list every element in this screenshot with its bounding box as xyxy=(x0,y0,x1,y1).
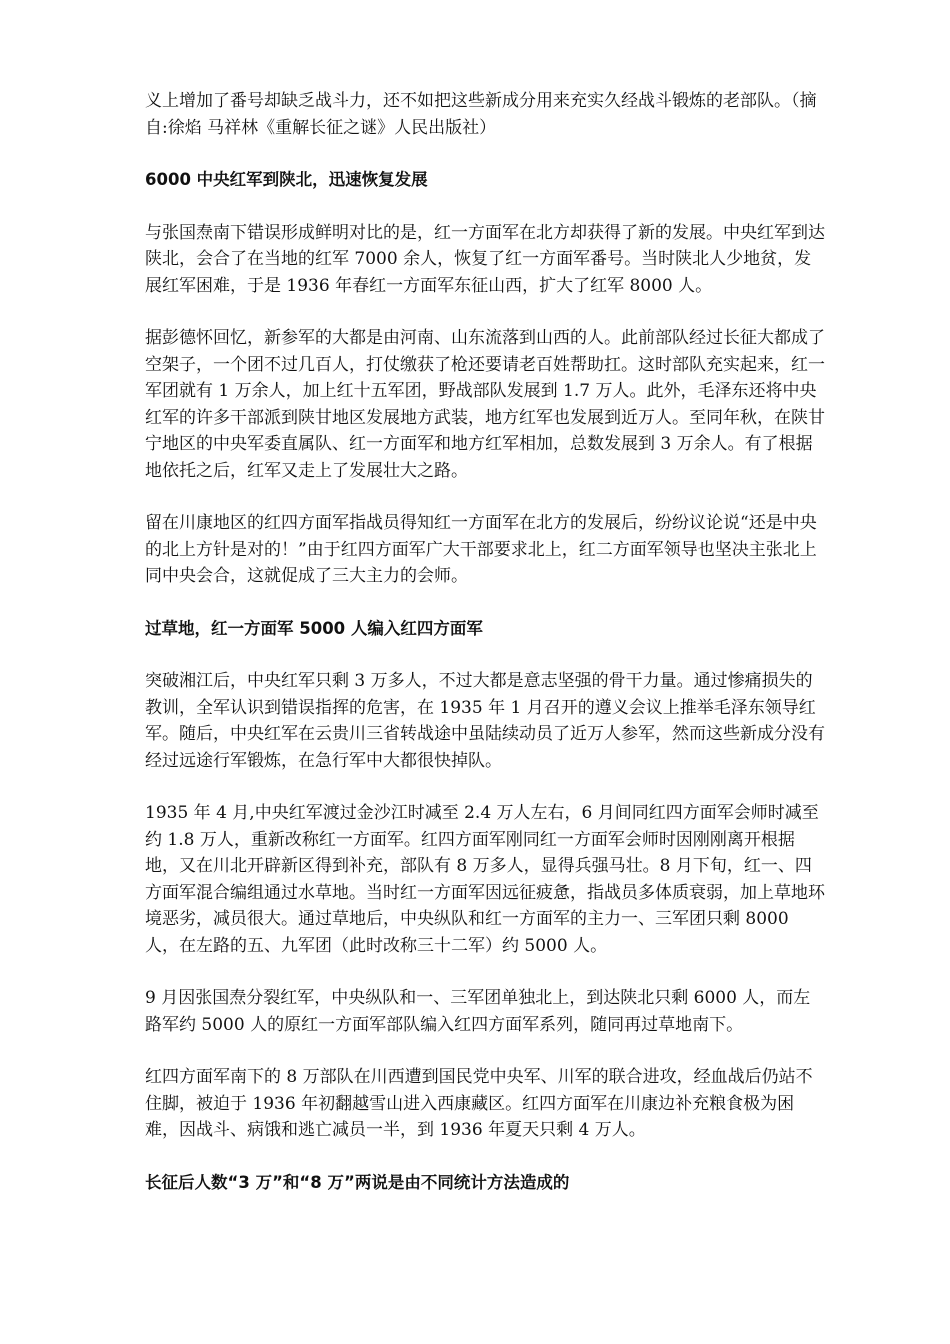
paragraph-intro: 义上增加了番号却缺乏战斗力，还不如把这些新成分用来充实久经战斗锻炼的老部队。（摘自:徐焰 马祥林《重解长征之谜》人民出版社） xyxy=(145,91,817,138)
paragraph-fourth-army-south: 红四方面军南下的 8 万部队在川西遭到国民党中央军、川军的联合进攻，经血战后仍站不住脚，被迫于 1936 年初翻越雪山进入西康藏区。红四方面军在川康边补充粮食极为困难，因战斗、病饿和逃亡减员一半，到 1936 年夏天只剩 4 万人。 xyxy=(145,1067,813,1140)
paragraph-september-split: 9 月因张国焘分裂红军，中央纵队和一、三军团单独北上，到达陕北只剩 6000 人，而左路军约 5000 人的原红一方面军部队编入红四方面军系列，随同再过草地南下。 xyxy=(145,988,811,1035)
paragraph-peng-dehuai-recollection: 据彭德怀回忆，新参军的大都是由河南、山东流落到山西的人。此前部队经过长征大都成了空架子，一个团不过几百人，打仗缴获了枪还要请老百姓帮助扛。这时部队充实起来，红一军团就有 1 万余人，加上红十五军团，野战部队发展到 1.7 万人。此外，毛泽东还将中央红军的许多干部派到陕甘地区发展地方武装，地方红军也发展到近万人。至同年秋，在陕甘宁地区的中央军委直属队、红一方面军和地方红军相加，总数发展到 3 万余人。有了根据地依托之后，红军又走上了发展壮大之路。 xyxy=(145,328,825,481)
section-heading-grassland: 过草地，红一方面军 5000 人编入红四方面军 xyxy=(145,618,483,638)
paragraph-1935-april: 1935 年 4 月,中央红军渡过金沙江时减至 2.4 万人左右，6 月间同红四方面军会师时减至约 1.8 万人，重新改称红一方面军。红四方面军刚同红一方面军会师时因刚刚离开根据地，又在川北开辟新区得到补充，部队有 8 万多人，显得兵强马壮。8 月下旬，红一、四方面军混合编组通过水草地。当时红一方面军因远征疲惫，指战员多体质衰弱，加上草地环境恶劣，减员很大。通过草地后，中央纵队和红一方面军的主力一、三军团只剩 8000 人，在左路的五、九军团（此时改称三十二军）约 5000 人。 xyxy=(145,803,825,956)
section-heading-statistics: 长征后人数“3 万”和“8 万”两说是由不同统计方法造成的 xyxy=(145,1172,570,1192)
section-heading-shaanbei: 6000 中央红军到陕北，迅速恢复发展 xyxy=(145,170,428,189)
paragraph-sichuan-kang: 留在川康地区的红四方面军指战员得知红一方面军在北方的发展后，纷纷议论说“还是中央的北上方针是对的！”由于红四方面军广大干部要求北上，红二方面军领导也坚决主张北上同中央会合，这就促成了三大主力的会师。 xyxy=(145,513,817,586)
paragraph-shaanbei-development: 与张国焘南下错误形成鲜明对比的是，红一方面军在北方却获得了新的发展。中央红军到达陕北，会合了在当地的红军 7000 余人，恢复了红一方面军番号。当时陕北人少地贫，发展红军困难，于是 1936 年春红一方面军东征山西，扩大了红军 8000 人。 xyxy=(145,222,825,296)
document-page xyxy=(145,88,825,1222)
paragraph-xiangjiang: 突破湘江后，中央红军只剩 3 万多人，不过大都是意志坚强的骨干力量。通过惨痛损失的教训，全军认识到错误指挥的危害，在 1935 年 1 月召开的遵义会议上推举毛泽东领导红军。随后，中央红军在云贵川三省转战途中虽陆续动员了近万人参军，然而这些新成分没有经过远途行军锻炼，在急行军中大都很快掉队。 xyxy=(145,671,825,771)
